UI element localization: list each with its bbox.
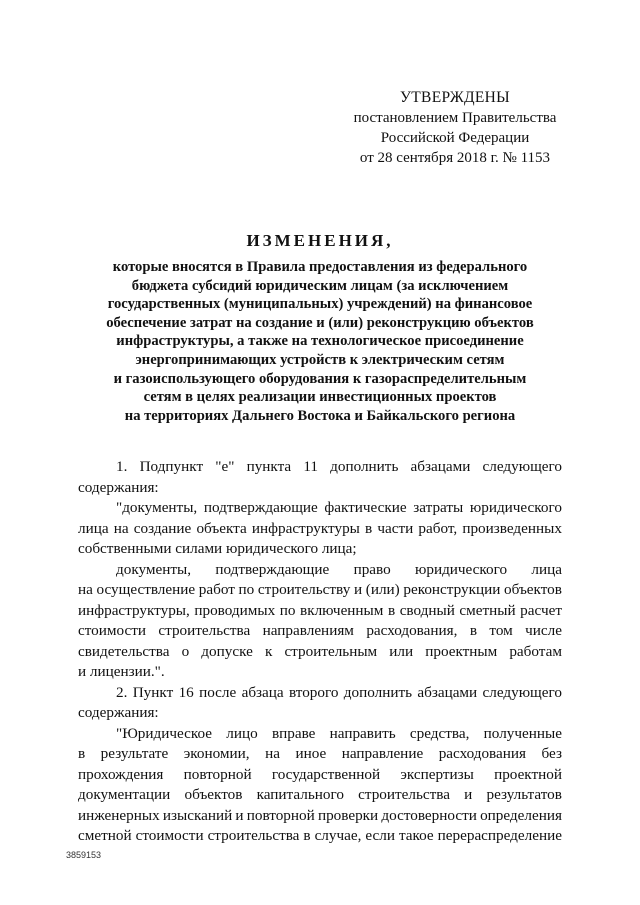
body-word: повторной: [183, 765, 252, 783]
body-line: [78, 785, 562, 806]
body-word: подтверждающие: [215, 560, 330, 578]
subtitle-line: инфраструктуры, а также на технологическое присоединение: [116, 333, 524, 350]
body-word: документации: [78, 786, 171, 803]
body-word: абзаца: [241, 683, 284, 701]
body-line: [78, 457, 562, 478]
subtitle-line: энергопринимающих устройств к электрическим сетям: [135, 351, 505, 368]
body-word: инфраструктуры: [251, 519, 360, 537]
body-word: направить: [329, 724, 396, 742]
subtitle-line: и газоиспользующего оборудования к газораспределительным: [113, 370, 527, 387]
body-word: лица: [78, 519, 109, 537]
approval-line-1: постановлением Правительства: [353, 110, 557, 126]
body-word: в: [365, 519, 373, 537]
body-word: создание: [133, 519, 192, 537]
body-word: направлениям: [262, 622, 354, 639]
approval-heading: УТВЕРЖДЕНЫ: [400, 89, 510, 106]
body-word: прохождения: [78, 765, 164, 783]
approval-line-3: от 28 сентября 2018 г. № 1153: [359, 150, 551, 166]
body-word: направление: [341, 745, 424, 762]
body-word: о: [181, 642, 190, 660]
body-word: части: [377, 519, 414, 537]
body-word: фактические: [324, 499, 407, 516]
body-word: объектов: [184, 786, 243, 803]
body-word: включенным: [300, 601, 384, 619]
body-line: [78, 724, 562, 745]
body-line: и лицензии.".: [78, 663, 165, 680]
body-word: без: [541, 745, 562, 762]
body-word: 11: [303, 458, 318, 475]
body-word: сметной: [78, 827, 132, 844]
body-line: [78, 806, 562, 827]
body-word: объектов: [504, 581, 562, 598]
body-word: второго: [288, 683, 339, 701]
body-word: экономии,: [183, 745, 250, 762]
body-word: и: [464, 786, 473, 803]
body-word: следующего: [482, 683, 562, 701]
body-word: реконструкции: [403, 581, 501, 598]
body-word: на: [78, 581, 93, 598]
body-word: инженерных: [78, 806, 160, 824]
body-word: подтверждающие: [203, 499, 318, 516]
body-line: [78, 498, 562, 519]
body-word: по: [279, 601, 296, 619]
body-word: в: [469, 622, 477, 639]
body-line: [78, 642, 562, 663]
body-word: (или): [365, 581, 400, 598]
body-word: допуске: [201, 642, 253, 660]
document-code: 3859153: [66, 850, 102, 860]
body-word: полученные: [483, 724, 562, 742]
body-word: свидетельства: [78, 642, 170, 660]
body-word: к: [264, 642, 273, 660]
body-word: и: [353, 581, 363, 598]
body-word: работ,: [418, 519, 458, 537]
body-word: лицо: [226, 724, 258, 742]
body-word: перераспределение: [437, 827, 562, 844]
subtitle-line: государственных (муниципальных) учреждений) на финансовое: [107, 296, 533, 313]
body-word: экспертизы: [400, 765, 474, 783]
body-word: проектным: [425, 642, 498, 660]
body-word: проводимых: [194, 601, 276, 619]
body-word: работ: [198, 581, 235, 598]
body-word: иное: [295, 745, 327, 762]
approval-line-2: Российской Федерации: [380, 130, 530, 146]
body-word: юридического: [415, 560, 508, 578]
body-word: право: [353, 560, 391, 578]
body-word: по: [238, 581, 255, 598]
body-word: объекта: [196, 519, 247, 537]
body-word: том: [489, 622, 513, 639]
body-word: 2.: [116, 683, 128, 701]
body-word: документы,: [116, 560, 191, 578]
body-word: абзацами: [417, 683, 478, 701]
body-line: [78, 519, 562, 540]
body-line: [78, 621, 562, 642]
body-word: осуществление: [96, 581, 196, 598]
body-word: достоверности: [381, 806, 477, 824]
body-word: "Юридическое: [116, 724, 213, 742]
body-word: средства,: [409, 724, 470, 742]
document-body: [78, 457, 562, 847]
body-word: дополнить: [330, 458, 399, 475]
body-word: "е": [215, 458, 235, 475]
body-line: [78, 744, 562, 765]
body-word: результатов: [486, 786, 562, 803]
body-word: в: [387, 601, 396, 619]
body-word: сметный: [459, 601, 516, 619]
body-word: определения: [480, 806, 562, 824]
body-word: стоимости: [78, 622, 146, 639]
body-word: в: [78, 745, 86, 762]
body-word: инфраструктуры,: [78, 601, 190, 619]
body-word: вправе: [271, 724, 316, 742]
subtitle-line: сетям в целях реализации инвестиционных проектов: [143, 389, 497, 406]
body-word: строительным: [284, 642, 378, 660]
body-word: изысканий: [162, 806, 233, 824]
body-word: расходования,: [366, 622, 458, 639]
body-word: "документы,: [116, 499, 198, 516]
body-word: после: [199, 683, 237, 701]
body-word: в: [303, 827, 311, 844]
subtitle-line: обеспечение затрат на создание и (или) реконструкцию объектов: [106, 314, 534, 331]
body-word: Пункт: [132, 683, 174, 701]
body-word: или: [389, 642, 414, 660]
body-word: произведенных: [462, 519, 562, 537]
body-line: [78, 560, 562, 581]
body-line: [78, 683, 562, 704]
body-word: строительства: [358, 786, 450, 803]
body-line: [78, 601, 562, 622]
body-word: проектной: [494, 765, 562, 783]
body-word: абзацами: [410, 458, 471, 475]
body-word: Подпункт: [139, 458, 204, 475]
body-word: следующего: [482, 458, 562, 475]
subtitle-line: бюджета субсидий юридическим лицам (за исключением: [131, 277, 509, 294]
body-word: такое: [398, 827, 434, 844]
body-word: числе: [525, 622, 562, 639]
body-word: если: [365, 827, 395, 844]
body-word: пункта: [246, 458, 292, 475]
body-word: на: [265, 745, 280, 762]
body-word: 1.: [116, 458, 128, 475]
body-word: 16: [178, 683, 194, 701]
body-word: работам: [509, 642, 562, 660]
body-word: строительства: [158, 622, 251, 639]
body-word: результате: [100, 745, 169, 762]
body-word: дополнить: [343, 683, 413, 701]
body-word: строительства: [207, 827, 300, 844]
body-word: строительству: [257, 581, 351, 598]
body-word: сводный: [399, 601, 455, 619]
body-word: повторной: [246, 806, 315, 824]
document-title: ИЗМЕНЕНИЯ,: [246, 231, 394, 250]
body-word: расходования: [438, 745, 527, 762]
document-subtitle: [70, 258, 570, 425]
subtitle-line: которые вносятся в Правила предоставления из федерального: [112, 259, 528, 275]
body-line: [78, 580, 562, 601]
body-word: проверки: [317, 806, 379, 824]
body-word: на: [113, 519, 129, 537]
body-word: и: [235, 806, 244, 824]
subtitle-line: на территориях Дальнего Востока и Байкальского региона: [124, 407, 516, 424]
body-word: затраты: [413, 499, 464, 516]
approval-stamp: [340, 88, 570, 168]
body-word: расчет: [520, 601, 562, 619]
body-word: стоимости: [135, 827, 204, 844]
body-word: лица: [531, 560, 562, 578]
body-line: [78, 826, 562, 847]
body-word: капитального: [256, 786, 344, 803]
body-line: содержания:: [78, 478, 159, 496]
body-word: государственной: [271, 765, 381, 783]
body-line: [78, 765, 562, 786]
body-line: содержания:: [78, 704, 159, 721]
body-word: случае,: [314, 827, 362, 844]
body-line: собственными силами юридического лица;: [78, 540, 357, 557]
body-word: юридического: [469, 499, 562, 516]
